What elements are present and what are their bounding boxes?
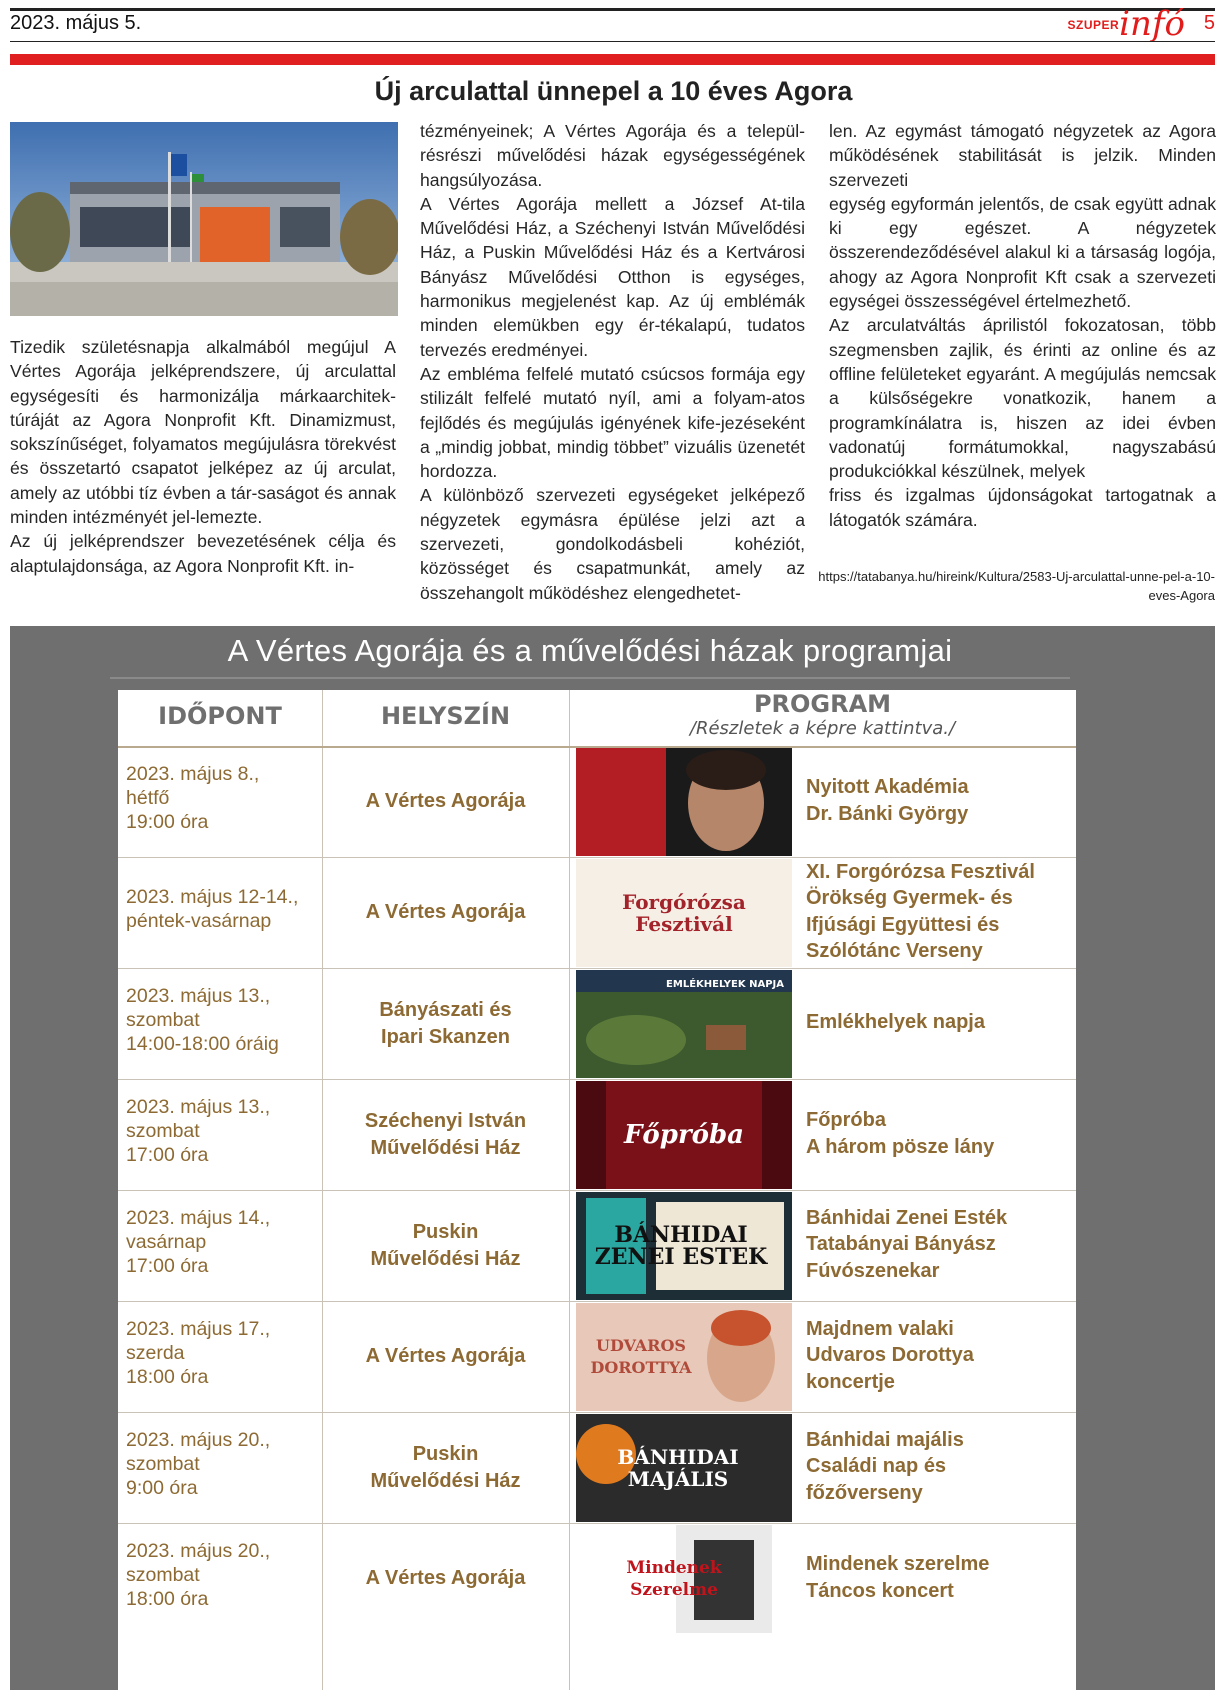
event-date (126, 885, 318, 933)
event-program-line: Majdnem valaki (806, 1317, 954, 1340)
event-date-line: szombat (126, 1563, 200, 1586)
page-number: 5 (1203, 12, 1215, 34)
event-venue (322, 1565, 569, 1592)
event-date-line: 14:00-18:00 óráig (126, 1032, 279, 1055)
event-date-line: 17:00 óra (126, 1254, 209, 1277)
event-venue (322, 788, 569, 815)
event-date-line: szombat (126, 1452, 200, 1475)
event-date-line: szombat (126, 1119, 200, 1142)
event-date-line: 2023. május 17., (126, 1317, 271, 1340)
event-venue-line: A Vértes Agorája (365, 1567, 526, 1589)
event-date (126, 1428, 318, 1500)
event-program-line: Szólótánc Verseny (806, 940, 983, 962)
event-program[interactable] (806, 859, 1071, 965)
row-divider (118, 1523, 1076, 1524)
article-paragraph: tézményeinek; A Vértes Agorája és a települ-résrészi művelődési házak egységességének hangsúlyozása. (420, 121, 805, 190)
event-venue-line: Puskin (412, 1220, 479, 1243)
event-venue-line: Művelődési Ház (370, 1469, 521, 1492)
header-program-sub: /Részletek a képre kattintva./ (689, 718, 956, 739)
event-program-line: Nyitott Akadémia (806, 776, 969, 798)
event-date-line: hétfő (126, 786, 170, 809)
event-program-line: Családi nap és (806, 1455, 947, 1478)
event-program-line: Tatabányai Bányász (806, 1233, 996, 1256)
event-program-line: Bánhidai Zenei Esték (806, 1206, 1008, 1229)
event-program-line: Főpróba (806, 1109, 886, 1131)
event-program[interactable] (806, 1107, 1071, 1160)
program-table (118, 690, 1076, 1690)
event-venue (322, 997, 569, 1051)
event-program-line: Udvaros Dorottya (806, 1344, 974, 1367)
issue-date: 2023. május 5. (10, 12, 142, 34)
thumbnail-text: BÁNHIDAI MAJÁLIS (617, 1445, 739, 1491)
program-title: A Vértes Agorája és a művelődési házak programjai (227, 633, 953, 668)
event-date-line: 2023. május 14., (126, 1206, 271, 1229)
red-accent-bar (10, 54, 1215, 65)
article-column-1 (10, 335, 396, 578)
event-date (126, 984, 318, 1056)
event-program[interactable] (806, 1316, 1071, 1396)
event-venue-line: A Vértes Agorája (365, 1345, 526, 1367)
event-date-line: 2023. május 13., (126, 1095, 271, 1118)
event-thumbnail[interactable] (576, 970, 792, 1078)
event-venue (322, 1219, 569, 1273)
header-program-label: PROGRAM (753, 690, 892, 718)
row-divider (118, 968, 1076, 969)
event-venue-line: Bányászati és (379, 998, 512, 1021)
event-venue-line: A Vértes Agorája (365, 790, 526, 812)
event-venue-line: Ipari Skanzen (381, 1025, 510, 1048)
row-divider (118, 1301, 1076, 1302)
event-date-line: 2023. május 8., (126, 762, 260, 785)
article-paragraph: len. Az egymást támogató négyzetek az Agora működésének stabilitását is jelzik. Minden szervezeti (829, 121, 1216, 190)
header-program (569, 690, 1076, 746)
article-column-3 (829, 119, 1216, 532)
event-venue-line: Művelődési Ház (370, 1136, 521, 1159)
event-program-line: A három pösze lány (806, 1135, 995, 1158)
event-thumbnail[interactable] (576, 1525, 792, 1633)
thumbnail-text: Főpróba (623, 1120, 745, 1150)
event-program-line: Fúvószenekar (806, 1259, 940, 1282)
event-date-line: vasárnap (126, 1230, 207, 1253)
thumbnail-text: Mindenek Szerelme (626, 1558, 722, 1600)
article-paragraph: Az embléma felfelé mutató csúcsos formája egy stilizált felfelé mutató nyíl, ami a folyam-atos fejlődés és megújulás igényének kife-jezéseként a „mindig jobbat, mindig többet” vizuális üzenetét hordozza. (420, 363, 805, 482)
event-program-line: koncertje (806, 1370, 895, 1393)
thumbnail-text: Forgórózsa Fesztivál (622, 890, 746, 936)
thumbnail-text: EMLÉKHELYEK NAPJA (666, 979, 784, 990)
event-date (126, 1095, 318, 1167)
program-title-rule (110, 677, 1070, 679)
article-column-2 (420, 119, 805, 605)
event-program-line: Mindenek szerelme (806, 1553, 990, 1575)
event-program-line: Bánhidai majális (806, 1428, 964, 1451)
event-program[interactable] (806, 1551, 1071, 1604)
event-date-line: 2023. május 13., (126, 984, 271, 1007)
event-thumbnail[interactable] (576, 859, 792, 967)
event-venue-line: Széchenyi István (364, 1109, 527, 1132)
header-rule (10, 41, 1215, 42)
header-date: IDŐPONT (158, 702, 282, 730)
event-date-line: péntek-vasárnap (126, 909, 272, 932)
event-date (126, 762, 318, 834)
article-paragraph: Az új jelképrendszer bevezetésének célja és alaptulajdonsága, az Agora Nonprofit Kft. in- (10, 531, 396, 576)
event-date-line: 9:00 óra (126, 1476, 198, 1499)
event-venue-line: Puskin (412, 1442, 479, 1465)
event-date (126, 1317, 318, 1389)
event-program-line: főzőverseny (806, 1481, 923, 1504)
thumbnail-text: BÁNHIDAI ZENEI ESTEK (594, 1222, 768, 1270)
article-paragraph: A különböző szervezeti egységeket jelképező négyzetek egymásra épülése jelzi azt a szervezeti, gondolkodásbeli kohéziót, közösséget és csapatmunkát, amely az összehangolt működéshez elengedhetet- (420, 485, 805, 603)
thumbnail-text: UDVAROS DOROTTYA (590, 1336, 692, 1377)
row-divider (118, 1079, 1076, 1080)
event-thumbnail[interactable] (576, 1081, 792, 1189)
event-thumbnail[interactable] (576, 748, 792, 856)
article-title: Új arculattal ünnepel a 10 éves Agora (374, 76, 853, 106)
event-program-line: Ifjúsági Együttesi és (806, 913, 1000, 936)
row-divider (118, 1190, 1076, 1191)
event-date-line: 2023. május 20., (126, 1539, 271, 1562)
event-date-line: 18:00 óra (126, 1365, 209, 1388)
event-program-line: Emlékhelyek napja (806, 1011, 985, 1034)
event-thumbnail[interactable] (576, 1192, 792, 1300)
top-rule (10, 8, 1215, 11)
event-thumbnail[interactable] (576, 1303, 792, 1411)
event-venue (322, 1441, 569, 1495)
event-venue (322, 1343, 569, 1370)
article-paragraph: friss és izgalmas újdonságokat tartogatnak a látogatók számára. (829, 485, 1216, 530)
article-paragraph: Az arculatváltás áprilistól fokozatosan, több szegmensben zajlik, és érinti az online és az offline felületeket egyaránt. A megújulás nemcsak a külsőségekre vonatkozik, hanem a programkínálatra is, hiszen az idei évben vadonatúj formátumokkal, nagyszabású produkciókkal készülnek, melyek (829, 315, 1216, 482)
event-program-line: Örökség Gyermek- és (806, 887, 1013, 909)
event-program[interactable] (806, 774, 1071, 827)
event-program[interactable] (806, 1009, 1071, 1036)
event-date (126, 1539, 318, 1611)
event-venue (322, 1108, 569, 1162)
event-date-line: 2023. május 20., (126, 1428, 271, 1451)
event-program-line: Dr. Bánki György (806, 802, 969, 825)
event-venue-line: A Vértes Agorája (365, 901, 526, 923)
agora-building-photo (10, 122, 398, 316)
row-divider (118, 1412, 1076, 1413)
event-date-line: 17:00 óra (126, 1143, 209, 1166)
event-date (126, 1206, 318, 1278)
article-paragraph: Tizedik születésnapja alkalmából megújul A Vértes Agorája jelképrendszere, új arculattal egységesíti és harmonizálja márkaarchitek-túráját az Agora Nonprofit Kft. Dinamizmust, sokszínűséget, folyamatos megújulásra törekvést és összetartó csapatot jelképez az új arculat, amely az utóbbi tíz évben a tár-saságot és annak minden intézményét jel-lemezte. (10, 337, 396, 528)
event-thumbnail[interactable] (576, 1414, 792, 1522)
event-program[interactable] (806, 1205, 1071, 1285)
event-date-line: szombat (126, 1008, 200, 1031)
event-venue (322, 899, 569, 926)
event-program-line: Táncos koncert (806, 1579, 954, 1602)
article-paragraph: A Vértes Agorája mellett a József At-tila Művelődési Ház, a Széchenyi István Művelődési Ház, a Puskin Művelődési Ház és a Kertvárosi Bányász Művelődési Otthon is egységes, harmonikus megjelenést kap. Az új emblémák minden elemükben egy ér-tékalapú, tudatos tervezés eredményei. (420, 193, 805, 360)
event-date-line: szerda (126, 1341, 185, 1364)
article-paragraph: egység egyformán jelentős, de csak együtt adnak ki egy egészet. A négyzetek összerendeződésével alakul ki a társaság logója, ahogy az Agora Nonprofit Kft csak a szervezeti egységei összességével értelmezhető. (829, 193, 1216, 312)
brand-logo (1067, 4, 1185, 44)
event-program-line: XI. Forgórózsa Fesztivál (806, 860, 1035, 883)
header-venue: HELYSZÍN (380, 702, 511, 730)
event-program[interactable] (806, 1427, 1071, 1507)
event-date-line: 2023. május 12-14., (126, 885, 299, 908)
event-venue-line: Művelődési Ház (370, 1247, 521, 1270)
event-date-line: 18:00 óra (126, 1587, 209, 1610)
event-date-line: 19:00 óra (126, 810, 209, 833)
brand-big-text: infó (1119, 4, 1185, 44)
brand-small-text: SZUPER (1067, 18, 1120, 32)
source-url[interactable]: https://tatabanya.hu/hireink/Kultura/2583-Uj-arculattal-unne-pel-a-10-eves-Agora (818, 569, 1215, 603)
